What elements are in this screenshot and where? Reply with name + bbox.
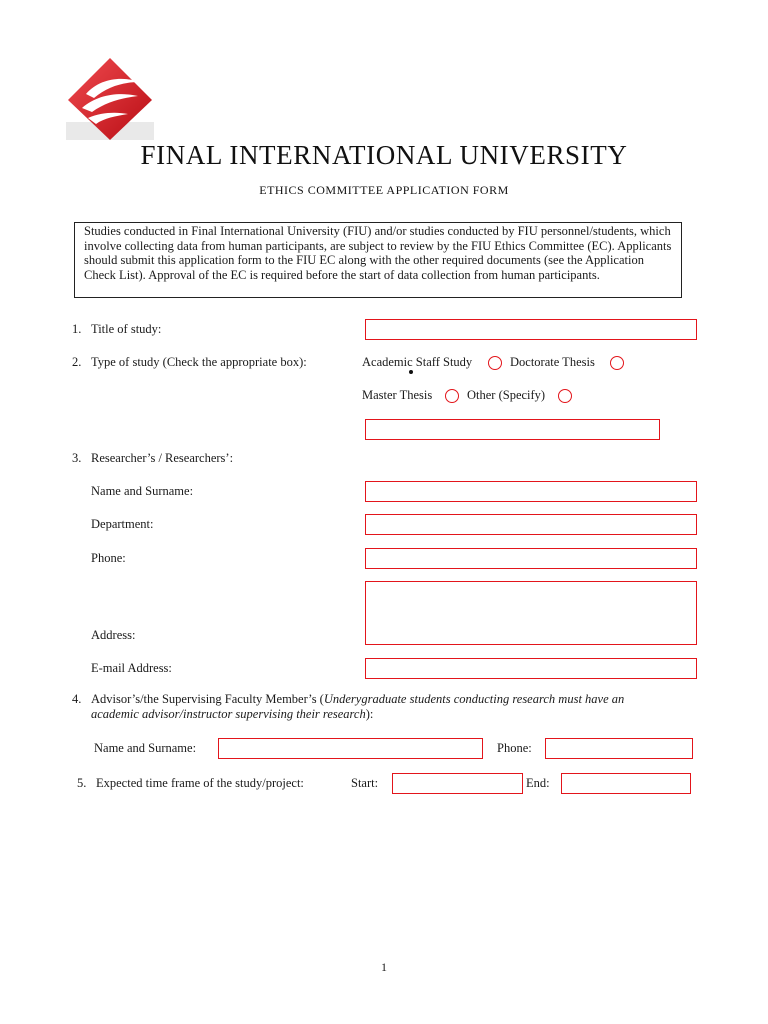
option-other-radio[interactable] (558, 389, 572, 403)
university-logo (64, 56, 156, 142)
option-master-radio[interactable] (445, 389, 459, 403)
q1-number: 1. (72, 322, 82, 336)
q4-label-italic-line2: academic advisor/instructor supervising their research (91, 707, 366, 721)
q1-label: Title of study: (91, 322, 162, 336)
q2-number: 2. (72, 355, 82, 369)
other-specify-field[interactable] (365, 419, 660, 440)
start-label: Start: (351, 776, 379, 790)
researcher-name-label: Name and Surname: (91, 484, 194, 498)
researcher-email-field[interactable] (365, 658, 697, 679)
end-date-field[interactable] (561, 773, 691, 794)
researcher-email-label: E-mail Address: (91, 661, 172, 675)
option-doctorate-radio[interactable] (610, 356, 624, 370)
advisor-name-field[interactable] (218, 738, 483, 759)
end-label: End: (526, 776, 550, 790)
form-title: ETHICS COMMITTEE APPLICATION FORM (259, 183, 509, 197)
option-master-label: Master Thesis (362, 388, 433, 402)
researcher-department-label: Department: (91, 517, 154, 531)
q4-label-suffix: ): (365, 707, 374, 721)
researcher-address-label: Address: (91, 628, 136, 642)
stray-dot (409, 370, 413, 374)
q5-label: Expected time frame of the study/project: (96, 776, 304, 790)
option-academic-staff-label: Academic Staff Study (362, 355, 473, 369)
option-other-label: Other (Specify) (467, 388, 546, 402)
researcher-phone-field[interactable] (365, 548, 697, 569)
q5-number: 5. (77, 776, 87, 790)
researcher-name-field[interactable] (365, 481, 697, 502)
researcher-address-field[interactable] (365, 581, 697, 645)
title-of-study-field[interactable] (365, 319, 697, 340)
advisor-name-label: Name and Surname: (94, 741, 197, 755)
q3-label: Researcher’s / Researchers’: (91, 451, 234, 465)
researcher-phone-label: Phone: (91, 551, 126, 565)
q4-label-prefix: Advisor’s/the Supervising Faculty Member’s ( (91, 692, 324, 706)
q3-number: 3. (72, 451, 82, 465)
university-name: FINAL INTERNATIONAL UNIVERSITY (140, 140, 628, 170)
q2-label: Type of study (Check the appropriate box): (91, 355, 307, 369)
advisor-phone-field[interactable] (545, 738, 693, 759)
intro-notice: Studies conducted in Final International University (FIU) and/or studies conducted by FIU personnel/students, which involve collecting data from human participants, are subject to review by the FIU Ethics Committee (EC). Applicants should submit this application form to the FIU EC along with the other required documents (see the Application Check List). Approval of the EC is required before the start of data collection from human participants. (74, 222, 682, 298)
advisor-phone-label: Phone: (497, 741, 532, 755)
option-doctorate-label: Doctorate Thesis (510, 355, 595, 369)
logo-icon (64, 56, 156, 142)
start-date-field[interactable] (392, 773, 523, 794)
researcher-department-field[interactable] (365, 514, 697, 535)
option-academic-staff-radio[interactable] (488, 356, 502, 370)
q4-number: 4. (72, 692, 82, 706)
page-number: 1 (381, 960, 387, 974)
q4-label-italic: Underygraduate students conducting research must have an (323, 692, 625, 706)
q4-label (91, 692, 691, 722)
